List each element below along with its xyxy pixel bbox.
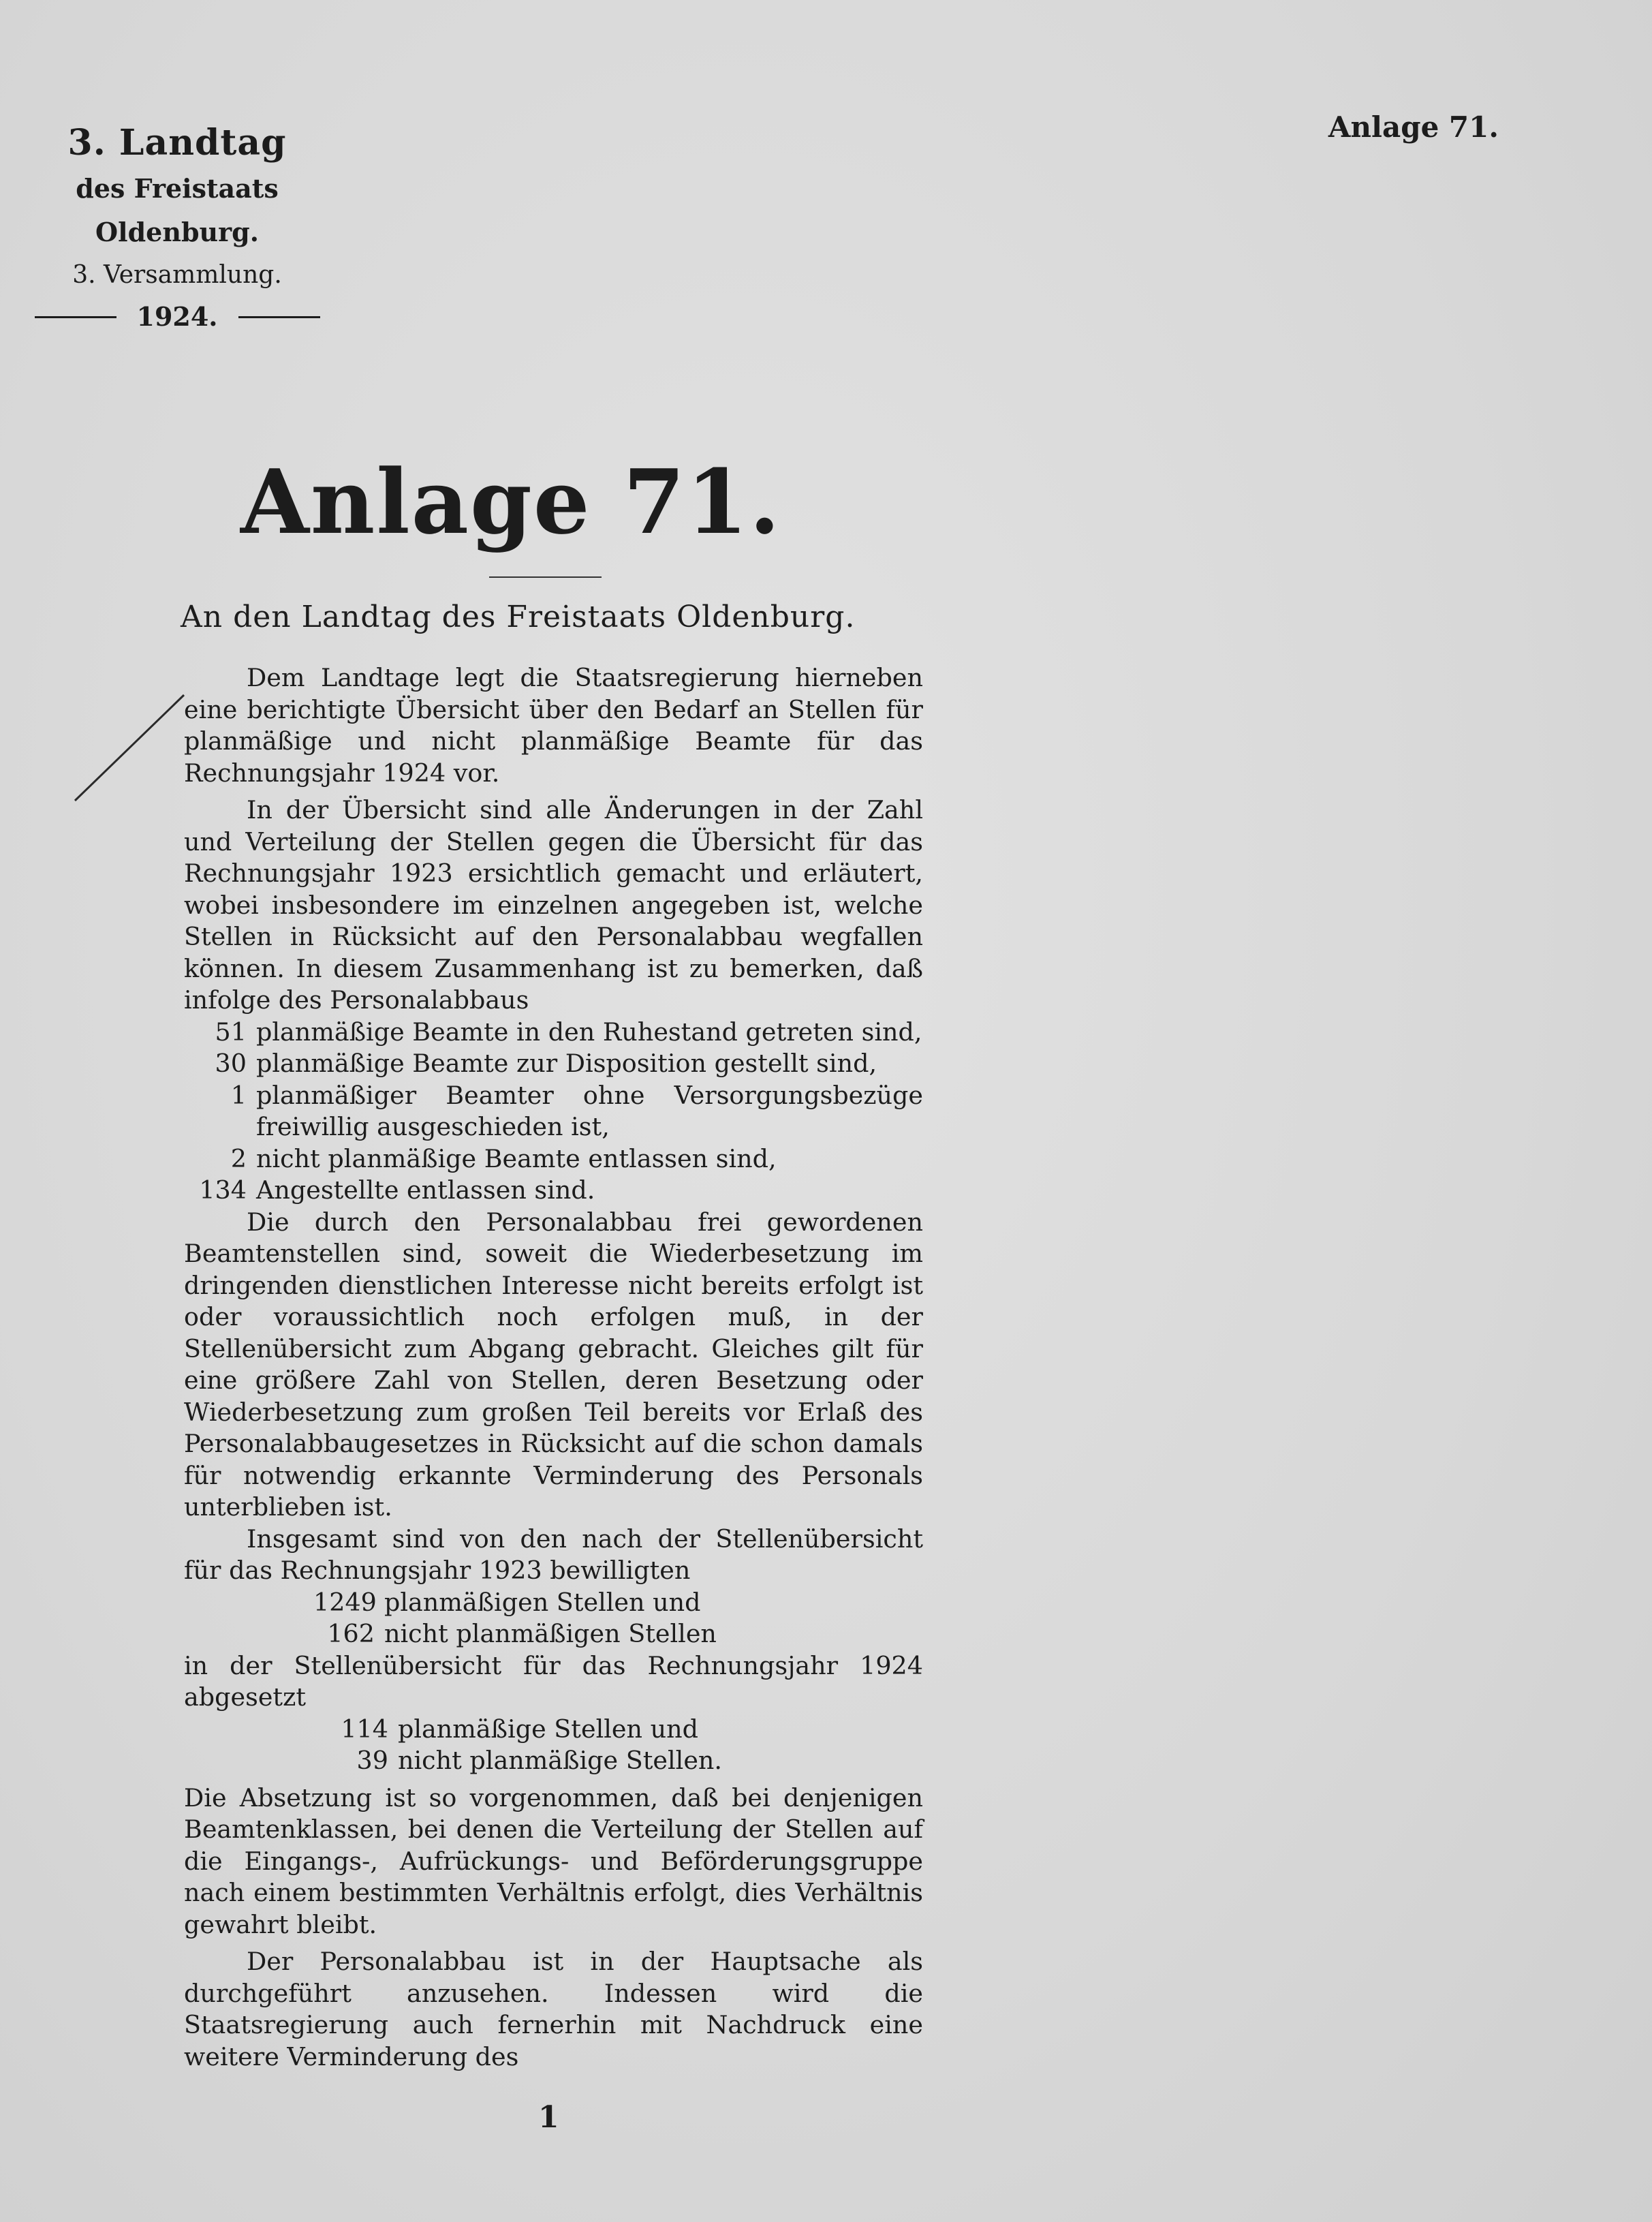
list-item: 1 planmäßiger Beamter ohne Versorgungsbezüge freiwillig ausgeschieden ist,: [230, 1080, 923, 1141]
paragraph-6: Die Absetzung ist so vorgenommen, daß bei denjenigen Beamtenklassen, bei denen die Verteilung der Stellen auf die Eingangs-, Aufrückungs- und Beförderungsgruppe nach einem bestimmten Verhältnis erfolgt, dies Verhältnis gewahrt bleibt.: [184, 1783, 923, 1939]
header-state: des Freistaats Oldenburg.: [76, 173, 279, 247]
running-head: Anlage 71.: [1328, 110, 1499, 144]
personnel-reduction-list: [184, 1017, 923, 1207]
document-body: [184, 662, 923, 2073]
header-assembly: 3. Versammlung.: [72, 261, 282, 289]
margin-pencil-mark: [68, 692, 191, 804]
address-line: An den Landtag des Freistaats Oldenburg.: [181, 600, 856, 634]
paragraph-5: in der Stellenübersicht für das Rechnungsjahr 1924 abgesetzt: [184, 1650, 923, 1712]
header-year: 1924.: [136, 301, 218, 332]
header-rule-right: [238, 316, 320, 318]
paragraph-2: In der Übersicht sind alle Änderungen in der Zahl und Verteilung der Stellen gegen die Übersicht für das Rechnungsjahr 1923 ersichtlich gemacht und erläutert, wobei insbesondere im einzelnen angegeben ist, welche Stellen in Rücksicht auf den Personalabbau wegfallen können. In diesem Zusammenhang ist zu bemerken, daß infolge des Personalabbaus: [184, 795, 923, 1015]
page-title: Anlage 71.: [240, 450, 782, 554]
approved-positions-list: [184, 1587, 923, 1650]
list-item: 39 nicht planmäßige Stellen.: [356, 1746, 723, 1775]
header-landtag: 3. Landtag: [67, 122, 287, 164]
list-item: 51 planmäßige Beamte in den Ruhestand getreten sind,: [215, 1017, 922, 1047]
paragraph-4: Insgesamt sind von den nach der Stellenübersicht für das Rechnungsjahr 1923 bewilligten: [184, 1524, 923, 1585]
session-header: [27, 119, 327, 337]
title-divider: [489, 576, 602, 578]
paragraph-3: Die durch den Personalabbau frei gewordenen Beamtenstellen sind, soweit die Wiederbesetzung im dringenden dienstlichen Interesse nicht bereits erfolgt ist oder voraussichtlich noch erfolgen muß, in der Stellenübersicht zum Abgang gebracht. Gleiches gilt für eine größere Zahl von Stellen, deren Besetzung oder Wiederbesetzung zum großen Teil bereits vor Erlaß des Personalabbaugesetzes in Rücksicht auf die schon damals für notwendig erkannte Verminderung des Personals unterblieben ist.: [184, 1207, 923, 1522]
page-number: 1: [538, 2100, 559, 2135]
paragraph-7: Der Personalabbau ist in der Hauptsache als durchgeführt anzusehen. Indessen wird die Staatsregierung auch fernerhin mit Nachdruck eine weitere Verminderung des: [184, 1947, 923, 2071]
list-item: 1249 planmäßigen Stellen und: [313, 1587, 701, 1617]
paragraph-1: Dem Landtage legt die Staatsregierung hierneben eine berichtigte Übersicht über den Bedarf an Stellen für planmäßige und nicht planmäßige Beamte für das Rechnungsjahr 1924 vor.: [184, 663, 923, 788]
list-item: 162 nicht planmäßigen Stellen: [327, 1619, 717, 1648]
header-year-line: [27, 296, 327, 337]
removed-positions-list: [184, 1714, 923, 1777]
header-rule-left: [35, 316, 116, 318]
list-item: 2 nicht planmäßige Beamte entlassen sind,: [230, 1143, 777, 1173]
list-item: 134 Angestellte entlassen sind.: [199, 1175, 595, 1205]
list-item: 114 planmäßige Stellen und: [341, 1714, 699, 1744]
list-item: 30 planmäßige Beamte zur Disposition gestellt sind,: [215, 1049, 877, 1078]
